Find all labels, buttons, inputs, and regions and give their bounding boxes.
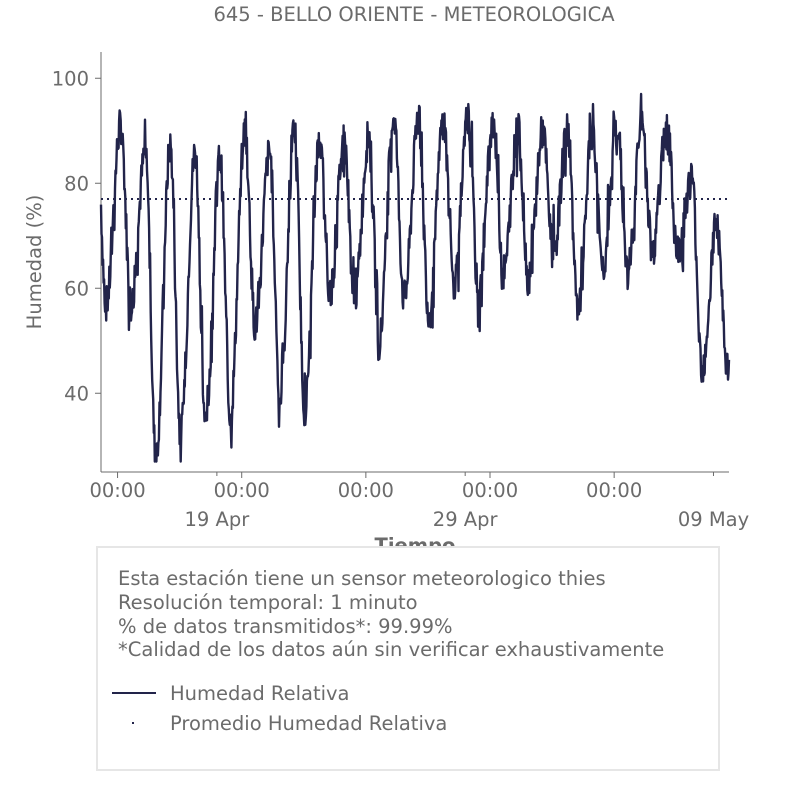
y-tick-label: 100 [51, 67, 89, 91]
y-tick-label: 60 [64, 277, 89, 301]
x-tick-label-date: 19 Apr [184, 508, 250, 531]
x-tick-label-time: 00:00 [213, 479, 270, 502]
info-box [96, 546, 720, 771]
humidity-line [101, 94, 729, 462]
info-line-sensor: Esta estación tiene un sensor meteorologico thies [118, 567, 606, 590]
info-line-quality: *Calidad de los datos aún sin verificar exhaustivamente [118, 638, 665, 661]
y-tick-label: 40 [64, 382, 89, 406]
x-tick-label-time: 00:00 [337, 479, 394, 502]
y-tick-label: 80 [64, 172, 89, 196]
legend-dot-icon [110, 711, 156, 735]
x-tick-label-date: 09 May [677, 508, 750, 531]
info-line-resolution: Resolución temporal: 1 minuto [118, 591, 418, 614]
x-tick-label-date: 29 Apr [432, 508, 498, 531]
y-ticks [52, 67, 101, 405]
x-ticks [89, 472, 749, 531]
legend-solid-line-icon [110, 681, 156, 705]
legend-item-mean [110, 711, 447, 735]
y-axis-label: Humedad (%) [23, 194, 46, 330]
x-tick-label-time: 00:00 [586, 479, 643, 502]
legend-label-mean: Promedio Humedad Relativa [170, 711, 448, 735]
legend-label-humidity: Humedad Relativa [170, 681, 350, 705]
legend-item-humidity [110, 681, 350, 705]
info-line-transmitted: % de datos transmitidos*: 99.99% [118, 615, 453, 638]
x-tick-label-time: 00:00 [461, 479, 519, 502]
chart-title: 645 - BELLO ORIENTE - METEOROLOGICA [213, 3, 615, 26]
x-tick-label-time: 00:00 [89, 479, 146, 502]
